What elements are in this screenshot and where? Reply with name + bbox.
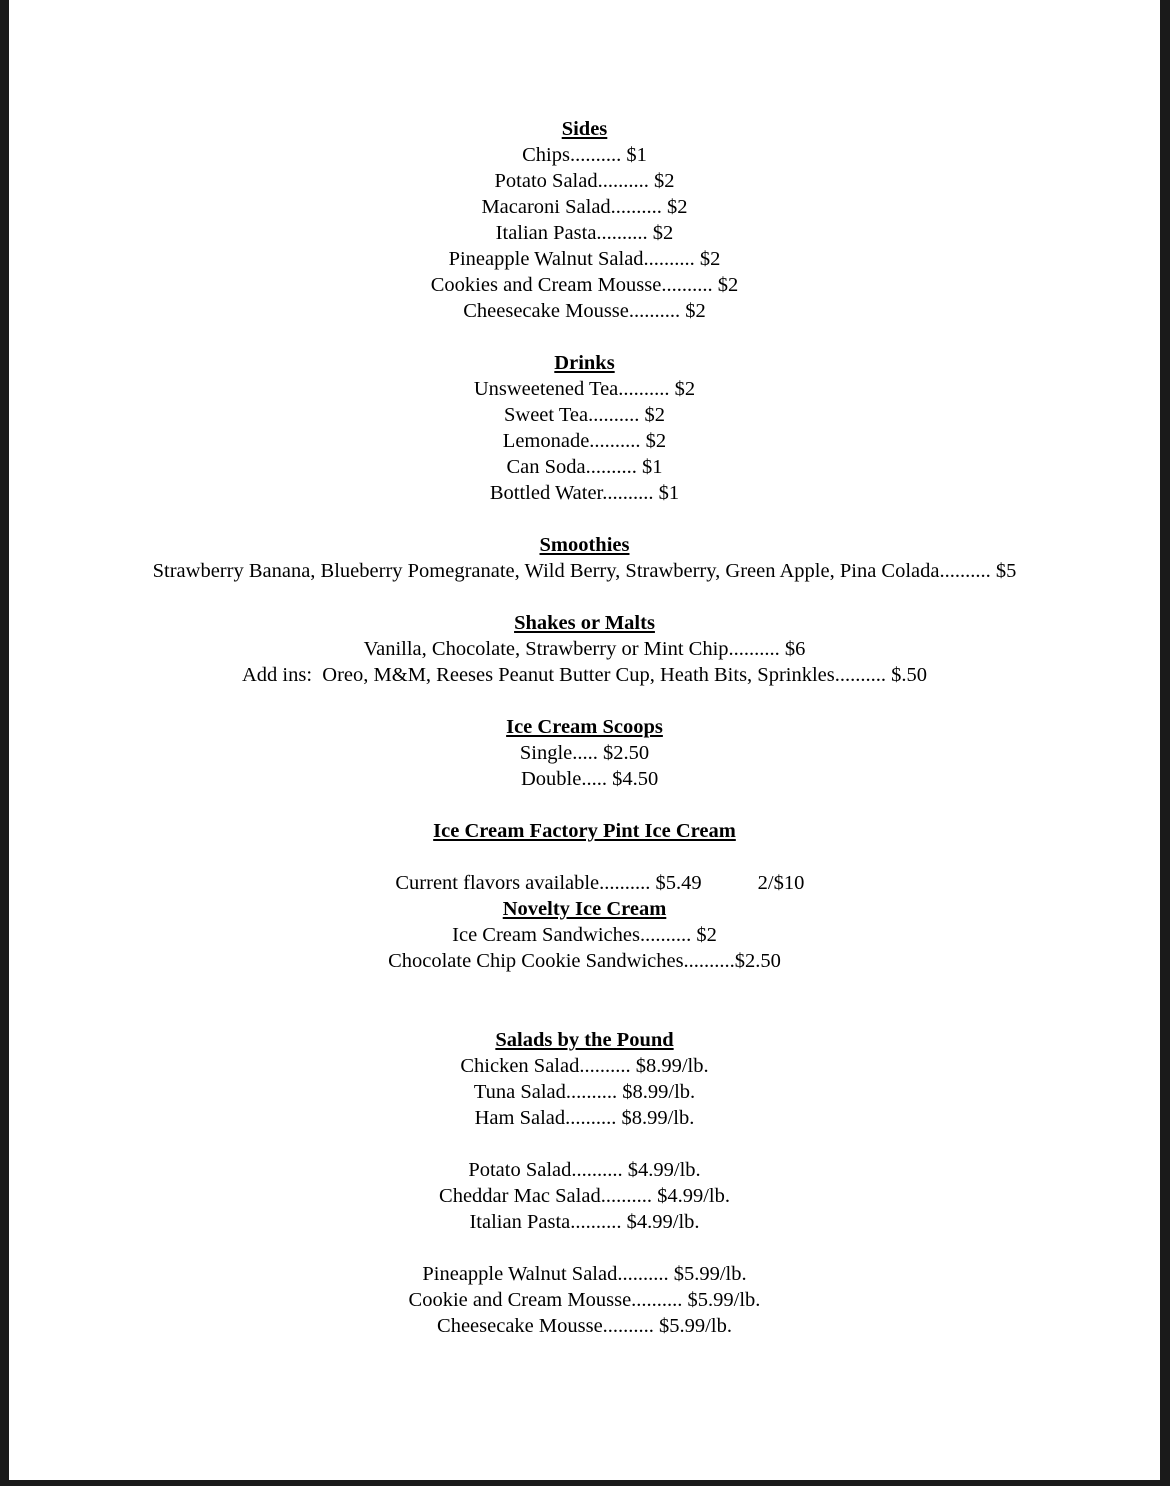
menu-item: Chicken Salad.......... $8.99/lb. [460,1055,709,1077]
menu-item: Strawberry Banana, Blueberry Pomegranate, Wild Berry, Strawberry, Green Apple, Pina Colada.......... $5 [152,560,1017,582]
menu-item: Sweet Tea.......... $2 [503,404,666,426]
smoothies-title: Smoothies [539,534,630,556]
menu-item: Cookie and Cream Mousse.......... $5.99/lb. [408,1289,761,1311]
drinks-title: Drinks [554,352,615,374]
menu-item: Double..... $4.50 [510,768,659,790]
menu-item: Macaroni Salad.......... $2 [481,196,688,218]
novelty-title: Novelty Ice Cream [502,898,667,920]
menu-item: Vanilla, Chocolate, Strawberry or Mint Chip.......... $6 [363,638,806,660]
pint-item: Current flavors available.......... $5.49 [395,872,702,894]
menu-item: Italian Pasta.......... $4.99/lb. [469,1211,700,1233]
menu-item: Italian Pasta.......... $2 [495,222,674,244]
menu-item: Pineapple Walnut Salad.......... $5.99/lb. [422,1263,747,1285]
menu-item [9,844,1160,894]
scoops-title: Ice Cream Scoops [506,716,663,738]
pint-deal: 2/$10 [757,872,805,894]
menu-item: Tuna Salad.......... $8.99/lb. [473,1081,696,1103]
menu-item: Add ins: Oreo, M&M, Reeses Peanut Butter Cup, Heath Bits, Sprinkles.......... $.50 [242,664,927,686]
pint-title: Ice Cream Factory Pint Ice Cream [433,820,736,842]
menu-item: Ham Salad.......... $8.99/lb. [474,1107,695,1129]
menu-item: Potato Salad.......... $4.99/lb. [468,1159,701,1181]
shakes-title: Shakes or Malts [514,612,655,634]
menu-content [9,116,1160,1339]
menu-item: Chips.......... $1 [522,144,647,166]
menu-item: Lemonade.......... $2 [502,430,667,452]
menu-item: Bottled Water.......... $1 [489,482,680,504]
menu-item: Single..... $2.50 [519,742,650,764]
menu-item: Cheddar Mac Salad.......... $4.99/lb. [439,1185,730,1207]
menu-item: Unsweetened Tea.......... $2 [473,378,696,400]
menu-page [9,0,1160,1480]
sides-title: Sides [561,118,608,140]
menu-item: Pineapple Walnut Salad.......... $2 [448,248,721,270]
menu-item: Cheesecake Mousse.......... $5.99/lb. [437,1315,732,1337]
salads-title: Salads by the Pound [495,1029,674,1051]
menu-item: Ice Cream Sandwiches.......... $2 [452,924,717,946]
menu-item: Chocolate Chip Cookie Sandwiches..........$2.50 [388,950,781,972]
menu-item: Can Soda.......... $1 [506,456,663,478]
menu-item: Cheesecake Mousse.......... $2 [463,300,706,322]
menu-item: Cookies and Cream Mousse.......... $2 [430,274,739,296]
menu-item: Potato Salad.......... $2 [494,170,675,192]
